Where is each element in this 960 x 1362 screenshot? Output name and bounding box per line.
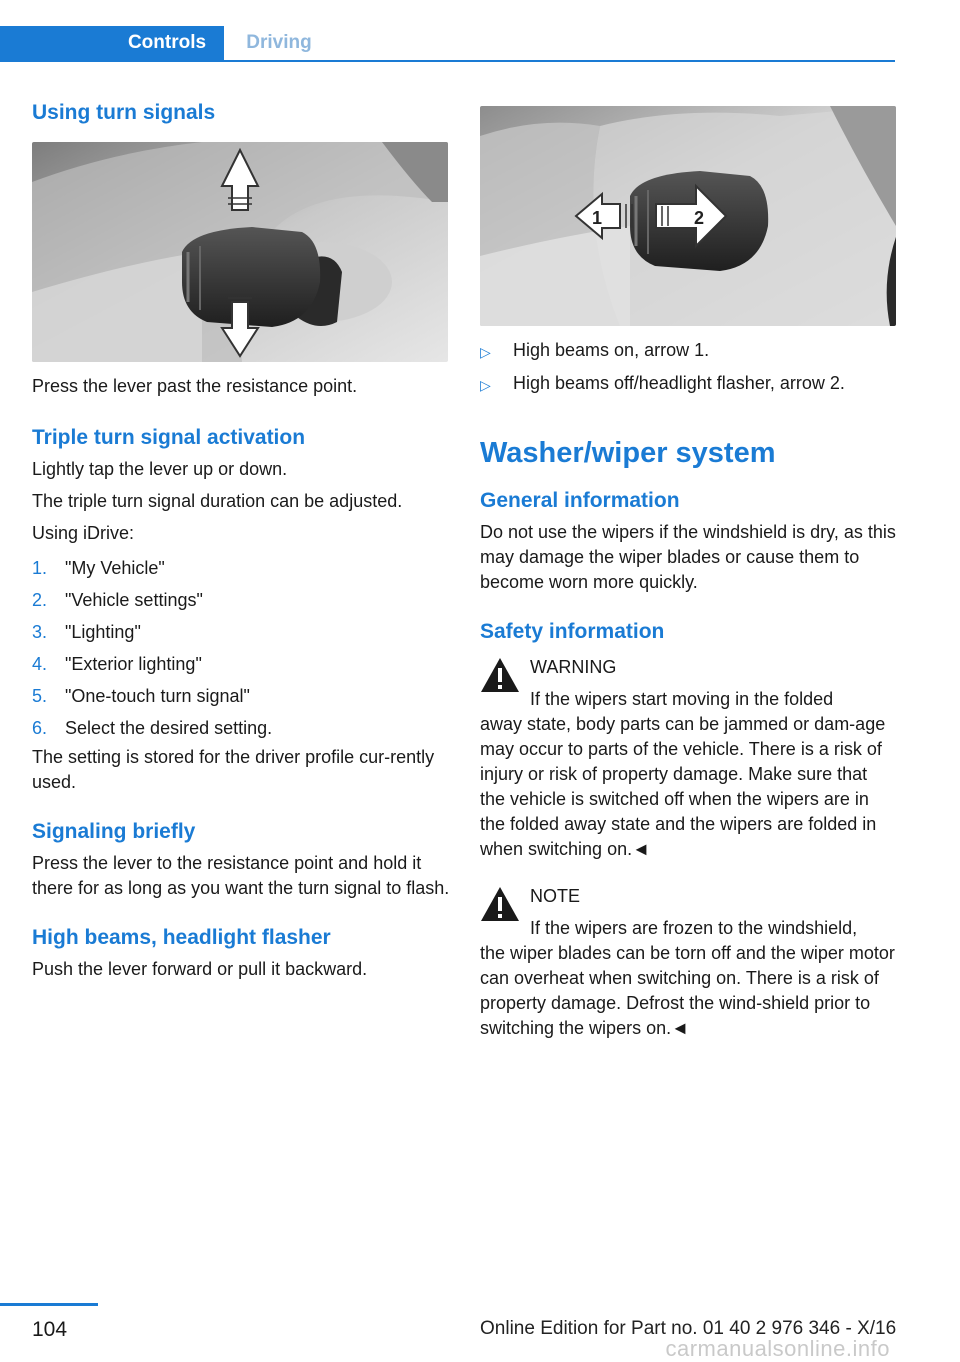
note-text: the wiper blades can be torn off and the wiper motor can overheat when switching on. There is a risk of property damage. Defrost the wind-shield prior to switching the wipers on.◄ [480,943,895,1038]
general-info-text: Do not use the wipers if the windshield is dry, as this may damage the wiper blades or cause them to become worn more quickly. [480,522,896,592]
list-item: 1. "My Vehicle" [32,558,165,578]
idrive-steps-list [32,556,452,741]
header-divider [0,60,895,62]
note-block [480,884,896,1041]
section-title-safety: Safety information [480,620,665,643]
triple-duration-text: The triple turn signal duration can be adjusted. [32,491,403,511]
page-number: 104 [32,1318,68,1341]
triple-tap-text: Lightly tap the lever up or down. [32,459,288,479]
watermark: carmanualsonline.info [665,1336,890,1361]
turn-signal-lever-illustration [32,142,448,362]
list-item: 4. "Exterior lighting" [32,654,202,674]
note-text-first: If the wipers are frozen to the windshield, [530,918,858,938]
tab-driving[interactable]: Driving [246,32,312,53]
list-item: 6. Select the desired setting. [32,718,273,738]
left-column [32,100,452,982]
list-item: 2. "Vehicle settings" [32,590,203,610]
section-title-turn-signals: Using turn signals [32,101,216,124]
right-column [480,100,896,1041]
tab-controls[interactable]: Controls [0,26,224,60]
section-title-triple: Triple turn signal activation [32,426,306,449]
briefly-text: Press the lever to the resistance point and hold it there for as long as you want the turn signal to flash. [32,853,450,898]
arrow-2-label: 2 [694,208,705,228]
note-title: NOTE [530,886,581,906]
setting-stored-text: The setting is stored for the driver profile cur-rently used. [32,747,435,792]
warning-triangle-icon [480,886,520,922]
footer-divider [0,1303,98,1306]
section-title-washer: Washer/wiper system [480,437,776,469]
bullet-triangle-icon: ▷ [480,344,491,360]
section-title-general: General information [480,489,680,512]
warning-triangle-icon [480,657,520,693]
arrow-1-label: 1 [592,208,603,228]
warning-text: away state, body parts can be jammed or dam-age may occur to parts of the vehicle. There is a risk of injury or risk of property damage. Make sure that the vehicle is switched off when the wipers are in the folded away state and the wipers are folded in when switching on.◄ [480,714,886,859]
edition-text: Online Edition for Part no. 01 40 2 976 346 - X/16 [480,1318,897,1339]
chapter-header [0,26,895,62]
list-item: ▷ High beams off/headlight flasher, arrow 2. [480,371,896,398]
high-beam-lever-illustration [480,106,896,326]
warning-block [480,655,896,862]
bullet-triangle-icon: ▷ [480,377,491,393]
section-title-high-beams: High beams, headlight flasher [32,926,331,949]
section-title-briefly: Signaling briefly [32,820,196,843]
warning-text-first: If the wipers start moving in the folded [530,689,834,709]
high-beams-text: Push the lever forward or pull it backward. [32,959,368,979]
idrive-intro-text: Using iDrive: [32,523,135,543]
list-item: 3. "Lighting" [32,622,141,642]
turn-signal-lever-figure [32,142,448,362]
high-beam-lever-figure [480,106,896,326]
list-item: ▷ High beams on, arrow 1. [480,338,896,365]
high-beam-bullet-list [480,338,896,398]
caption-press-lever: Press the lever past the resistance point. [32,376,358,396]
warning-title: WARNING [530,657,617,677]
list-item: 5. "One-touch turn signal" [32,686,250,706]
